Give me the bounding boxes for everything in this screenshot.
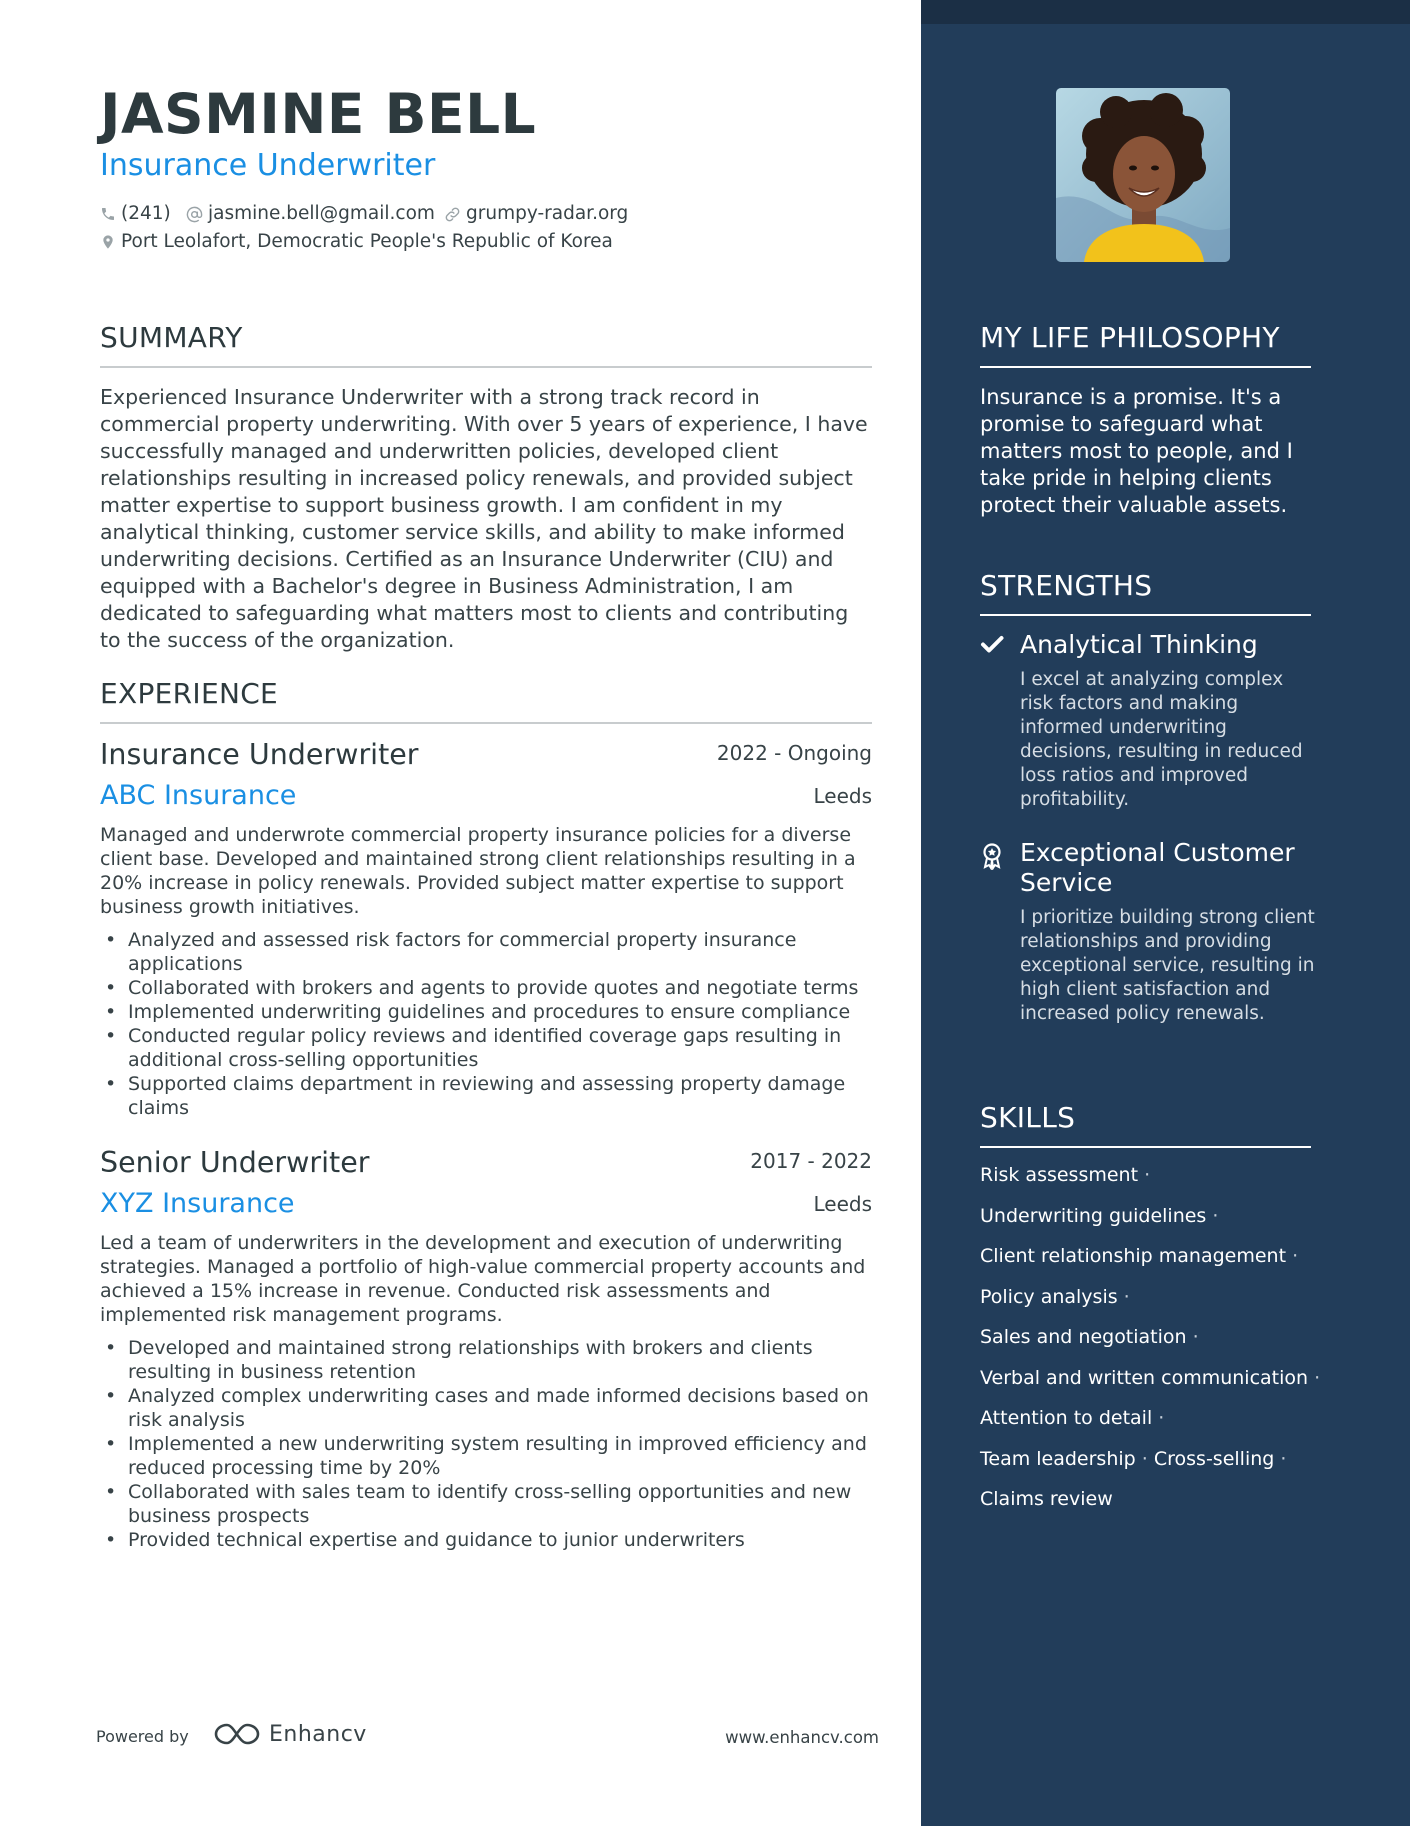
skill-tag: Policy analysis: [980, 1286, 1118, 1308]
at-sign-icon: [186, 206, 203, 223]
location-text: Port Leolafort, Democratic People's Republic of Korea: [121, 231, 613, 252]
skill-separator: ·: [1192, 1326, 1199, 1348]
bullet-dot: •: [105, 1073, 117, 1095]
skill-tag: Team leadership: [980, 1448, 1136, 1470]
phone-text: (241): [121, 203, 171, 224]
job-bullet: [100, 1384, 872, 1432]
footer-powered-by: Powered by: [96, 1727, 189, 1746]
job-bullet: [100, 1024, 872, 1072]
skill-row: [980, 1486, 1113, 1512]
skill-row: [980, 1284, 1130, 1310]
job-dates: 2022 - Ongoing: [716, 741, 872, 765]
skills-divider: [980, 1146, 1311, 1148]
bullet-text: Collaborated with sales team to identify cross-selling opportunities and new business prospects: [128, 1481, 852, 1527]
job-bullet: [100, 1480, 872, 1528]
check-icon: [980, 632, 1004, 660]
summary-text: Experienced Insurance Underwriter with a strong track record in commercial property underwriting. With over 5 years of experience, I have successfully managed and underwritten policies, developed client relationships resulting in increased policy renewals, and provided subject matter expertise to support business growth. I am confident in my analytical thinking, customer service skills, and ability to make informed underwriting decisions. Certified as an Insurance Underwriter (CIU) and equipped with a Bachelor's degree in Business Administration, I am dedicated to safeguarding what matters most to clients and contributing to the success of the organization.: [100, 385, 868, 652]
link-icon: [444, 206, 461, 223]
skills-heading: SKILLS: [980, 1101, 1076, 1134]
job-title: Senior Underwriter: [100, 1146, 370, 1179]
bullet-text: Developed and maintained strong relationships with brokers and clients resulting in business retention: [128, 1337, 813, 1383]
skill-tag: Risk assessment: [980, 1164, 1139, 1186]
skill-row: [980, 1405, 1164, 1431]
bullet-text: Analyzed and assessed risk factors for commercial property insurance applications: [128, 929, 797, 975]
philosophy-text: Insurance is a promise. It's a promise to safeguard what matters most to people, and I take pride in helping clients protect their valuable assets.: [980, 385, 1293, 517]
experience-divider: [100, 722, 872, 724]
job-bullet: [100, 1336, 872, 1384]
company-name[interactable]: ABC Insurance: [100, 780, 297, 811]
strengths-heading: STRENGTHS: [980, 569, 1153, 602]
enhancv-wordmark: Enhancv: [269, 1721, 367, 1747]
strength-name: Analytical Thinking: [1020, 630, 1258, 659]
location-pin-icon: [100, 233, 116, 251]
bullet-dot: •: [105, 1337, 117, 1359]
job-bullet-list: [100, 928, 872, 1120]
profile-photo: [1056, 88, 1230, 262]
contact-location: [100, 229, 613, 255]
bullet-text: Provided technical expertise and guidance to junior underwriters: [128, 1529, 745, 1551]
bullet-dot: •: [105, 1025, 117, 1047]
skill-separator: ·: [1123, 1286, 1130, 1308]
phone-icon: [100, 206, 116, 222]
skill-separator: ·: [1280, 1448, 1287, 1470]
job-bullet: [100, 1528, 872, 1552]
skill-separator: ·: [1144, 1164, 1151, 1186]
bullet-dot: •: [105, 1385, 117, 1407]
job-dates: 2017 - 2022: [750, 1149, 872, 1173]
strengths-divider: [980, 614, 1311, 616]
award-ribbon-icon: [980, 842, 1004, 874]
bullet-text: Implemented a new underwriting system resulting in improved efficiency and reduced processing time by 20%: [128, 1433, 867, 1479]
skill-tag: Verbal and written communication: [980, 1367, 1309, 1389]
skill-tag: Client relationship management: [980, 1245, 1287, 1267]
website-text: grumpy-radar.org: [466, 203, 629, 224]
job-description: Led a team of underwriters in the development and execution of underwriting strategies. Managed a portfolio of high-value commercial property accounts and achieved a 15% increase in revenue. Conducted risk assessments and implemented risk management programs.: [100, 1232, 866, 1326]
job-bullet: [100, 976, 872, 1000]
candidate-name: JASMINE BELL: [100, 82, 537, 146]
footer-url[interactable]: www.enhancv.com: [725, 1728, 879, 1747]
skill-separator: ·: [1141, 1448, 1148, 1470]
contact-website[interactable]: [444, 201, 628, 227]
job-description: Managed and underwrote commercial property insurance policies for a diverse client base. Developed and maintained strong client relationships resulting in a 20% increase in policy renewals. Provided subject matter expertise to support business growth initiatives.: [100, 824, 856, 918]
skill-row: [980, 1324, 1199, 1350]
skill-separator: ·: [1292, 1245, 1299, 1267]
job-bullet: [100, 1072, 872, 1120]
skill-tag: Attention to detail: [980, 1407, 1153, 1429]
job-title: Insurance Underwriter: [100, 738, 419, 771]
email-text: jasmine.bell@gmail.com: [208, 203, 435, 224]
candidate-title: Insurance Underwriter: [100, 148, 436, 183]
enhancv-mark-icon: [213, 1721, 261, 1747]
skill-separator: ·: [1314, 1367, 1321, 1389]
bullet-text: Analyzed complex underwriting cases and made informed decisions based on risk analysis: [128, 1385, 869, 1431]
bullet-text: Conducted regular policy reviews and identified coverage gaps resulting in additional cross-selling opportunities: [128, 1025, 842, 1071]
job-bullet: [100, 1432, 872, 1480]
bullet-dot: •: [105, 1433, 117, 1455]
sidebar-top-strip: [921, 0, 1410, 24]
job-bullet: [100, 1000, 872, 1024]
job-bullet-list: [100, 1336, 872, 1552]
strength-description: I prioritize building strong client relationships and providing exceptional service, resulting in high client satisfaction and increased policy renewals.: [1020, 907, 1315, 1024]
strength-description: I excel at analyzing complex risk factors and making informed underwriting decisions, resulting in reduced loss ratios and improved profitability.: [1020, 669, 1303, 810]
job-bullet: [100, 928, 872, 976]
bullet-dot: •: [105, 1481, 117, 1503]
skill-separator: ·: [1212, 1205, 1219, 1227]
bullet-dot: •: [105, 977, 117, 999]
skill-row: [980, 1203, 1218, 1229]
contact-email[interactable]: [186, 201, 435, 227]
job-location: Leeds: [813, 784, 872, 808]
summary-divider: [100, 366, 872, 368]
company-name[interactable]: XYZ Insurance: [100, 1188, 295, 1219]
skill-row: [980, 1365, 1320, 1391]
skill-separator: ·: [1158, 1407, 1165, 1429]
bullet-text: Supported claims department in reviewing and assessing property damage claims: [128, 1073, 846, 1119]
job-location: Leeds: [813, 1192, 872, 1216]
skill-row: [980, 1162, 1150, 1188]
skill-tag: Claims review: [980, 1488, 1113, 1510]
summary-heading: SUMMARY: [100, 321, 243, 354]
philosophy-divider: [980, 366, 1311, 368]
enhancv-logo[interactable]: [213, 1721, 367, 1747]
contact-phone[interactable]: [100, 201, 171, 227]
skill-row: [980, 1446, 1286, 1472]
bullet-dot: •: [105, 1529, 117, 1551]
bullet-dot: •: [105, 1001, 117, 1023]
skill-row: [980, 1243, 1298, 1269]
avatar-illustration: [1056, 88, 1230, 262]
philosophy-heading: MY LIFE PHILOSOPHY: [980, 321, 1280, 354]
skill-tag: Sales and negotiation: [980, 1326, 1187, 1348]
skill-tag: Cross-selling: [1153, 1448, 1275, 1470]
skill-tag: Underwriting guidelines: [980, 1205, 1207, 1227]
experience-heading: EXPERIENCE: [100, 677, 279, 710]
strength-name: Exceptional Customer Service: [1020, 838, 1295, 897]
bullet-dot: •: [105, 929, 117, 951]
bullet-text: Implemented underwriting guidelines and procedures to ensure compliance: [128, 1001, 851, 1023]
bullet-text: Collaborated with brokers and agents to provide quotes and negotiate terms: [128, 977, 859, 999]
